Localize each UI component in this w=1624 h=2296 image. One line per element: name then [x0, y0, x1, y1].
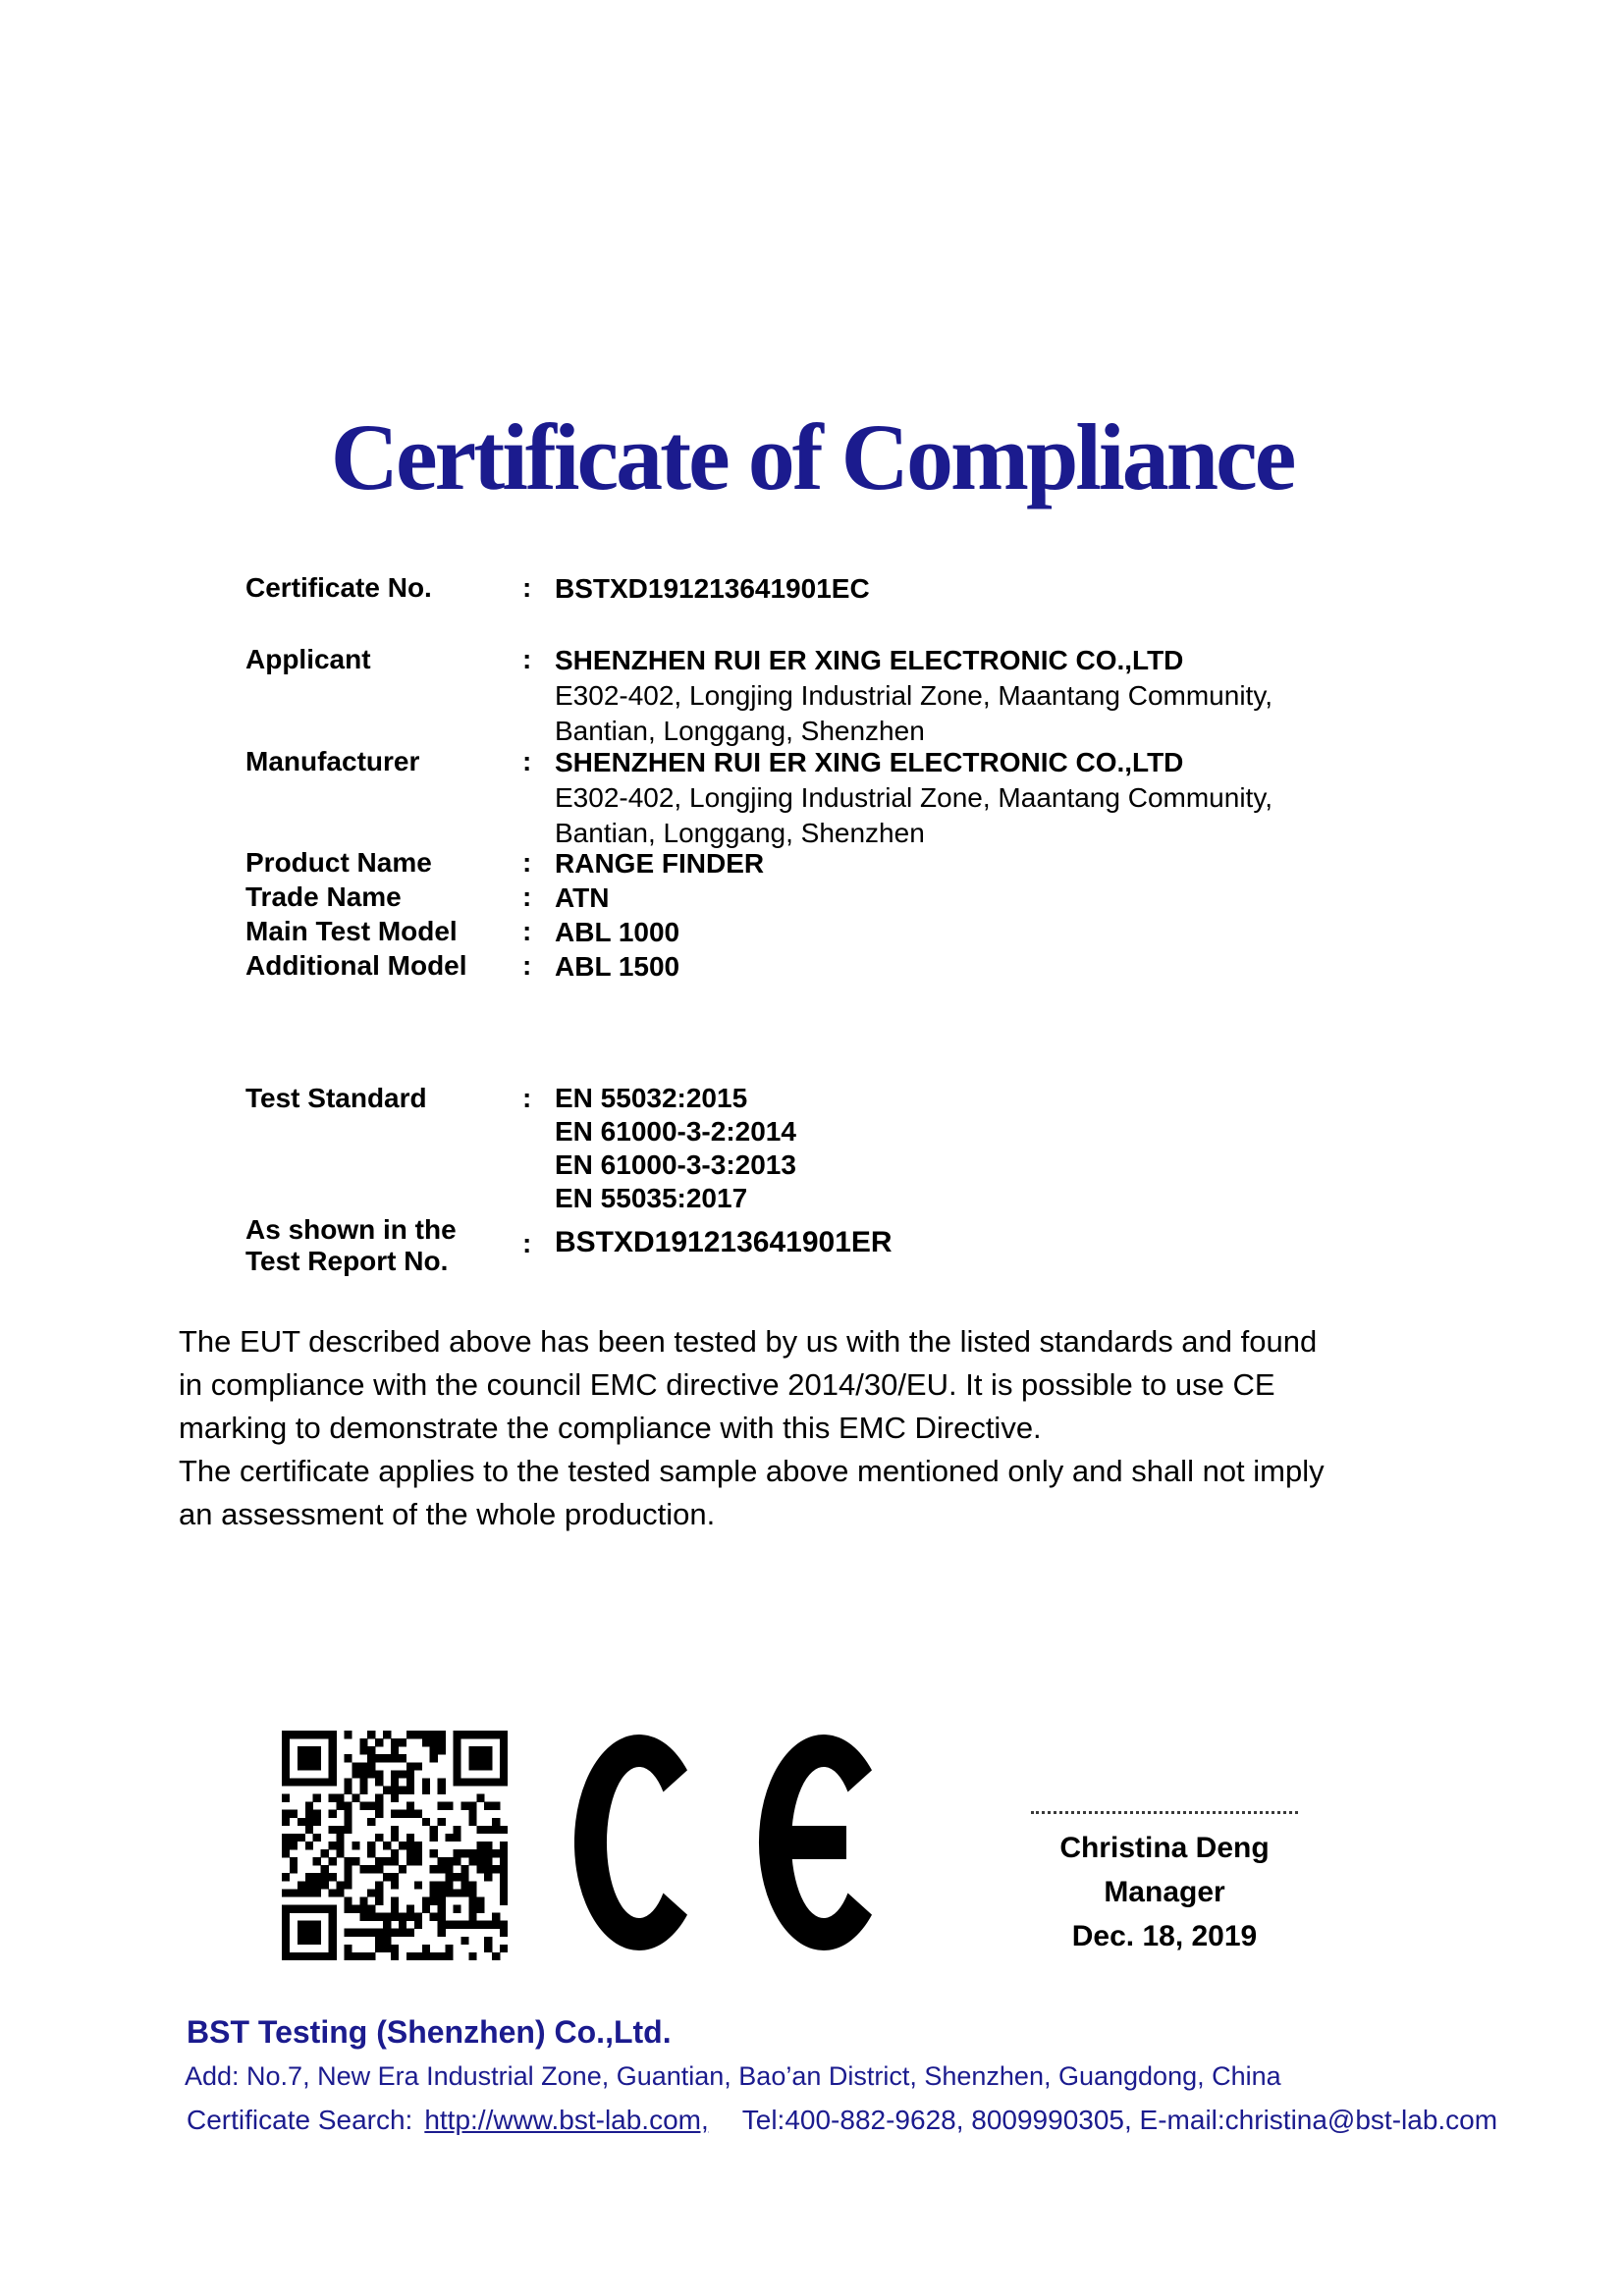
manufacturer-name: SHENZHEN RUI ER XING ELECTRONIC CO.,LTD [555, 747, 1184, 777]
test-standard-label: Test Standard [245, 1083, 427, 1113]
test-report-value: BSTXD191213641901ER [555, 1226, 893, 1258]
certificate-search-line [187, 2105, 1497, 2136]
colon: : [522, 847, 532, 878]
statement-line: an assessment of the whole production. [179, 1497, 716, 1531]
statement-line: The certificate applies to the tested sample above mentioned only and shall not imply [179, 1454, 1325, 1488]
certificate-search-url-link[interactable]: http://www.bst-lab.com, [424, 2105, 709, 2135]
trade-name-value: ATN [555, 882, 610, 913]
manufacturer-value [555, 745, 1272, 851]
colon: : [522, 916, 532, 946]
main-test-model-value: ABL 1000 [555, 917, 680, 947]
applicant-address-line2: Bantian, Longgang, Shenzhen [555, 716, 925, 746]
test-report-label [245, 1214, 457, 1277]
test-standard-item: EN 61000-3-2:2014 [555, 1116, 796, 1147]
ce-letter-c [574, 1735, 687, 1950]
lab-address: Add: No.7, New Era Industrial Zone, Guantian, Bao’an District, Shenzhen, Guangdong, China [185, 2061, 1281, 2091]
manufacturer-address-line1: E302-402, Longjing Industrial Zone, Maantang Community, [555, 782, 1273, 813]
test-report-label-line1: As shown in the [245, 1214, 457, 1245]
test-standard-list [555, 1082, 796, 1215]
applicant-address-line1: E302-402, Longjing Industrial Zone, Maantang Community, [555, 680, 1273, 711]
statement-line: The EUT described above has been tested by us with the listed standards and found [179, 1324, 1318, 1359]
certificate-search-label: Certificate Search: [187, 2105, 413, 2135]
test-report-label-line2: Test Report No. [245, 1246, 449, 1276]
statement-line: marking to demonstrate the compliance with this EMC Directive. [179, 1411, 1042, 1445]
ce-mark-logo [574, 1735, 889, 1952]
colon: : [522, 881, 532, 912]
main-test-model-label: Main Test Model [245, 916, 458, 946]
statement-line: in compliance with the council EMC directive 2014/30/EU. It is possible to use CE [179, 1367, 1275, 1402]
applicant-value [555, 643, 1272, 749]
colon: : [522, 950, 532, 981]
ce-letter-e-bar [784, 1826, 846, 1859]
signature-date: Dec. 18, 2019 [1071, 1920, 1258, 1952]
colon: : [522, 644, 532, 674]
applicant-label: Applicant [245, 644, 371, 674]
certificate-no-value: BSTXD191213641901EC [555, 573, 870, 604]
colon: : [522, 746, 532, 776]
lab-company-name: BST Testing (Shenzhen) Co.,Ltd. [187, 2014, 672, 2050]
statement-paragraph [179, 1320, 1325, 1536]
colon: : [522, 572, 532, 603]
signature-dotted-line [1031, 1811, 1298, 1814]
signatory-name: Christina Deng [1059, 1832, 1270, 1864]
colon: : [522, 1228, 532, 1258]
signatory-role: Manager [1104, 1876, 1225, 1908]
certificate-title: Certificate of Compliance [330, 404, 1294, 509]
lab-contact-info: Tel:400-882-9628, 8009990305, E-mail:christina@bst-lab.com [741, 2105, 1498, 2135]
additional-model-label: Additional Model [245, 950, 467, 981]
test-standard-item: EN 61000-3-3:2013 [555, 1149, 796, 1180]
colon: : [522, 1083, 532, 1113]
test-standard-item: EN 55035:2017 [555, 1183, 748, 1213]
product-name-label: Product Name [245, 847, 432, 878]
manufacturer-address-line2: Bantian, Longgang, Shenzhen [555, 818, 925, 848]
trade-name-label: Trade Name [245, 881, 402, 912]
product-name-value: RANGE FINDER [555, 848, 765, 879]
qr-code [282, 1731, 508, 1960]
applicant-name: SHENZHEN RUI ER XING ELECTRONIC CO.,LTD [555, 645, 1184, 675]
test-standard-item: EN 55032:2015 [555, 1083, 748, 1113]
certificate-no-label: Certificate No. [245, 572, 432, 603]
manufacturer-label: Manufacturer [245, 746, 420, 776]
signature-block [1021, 1826, 1308, 1958]
additional-model-value: ABL 1500 [555, 951, 680, 982]
